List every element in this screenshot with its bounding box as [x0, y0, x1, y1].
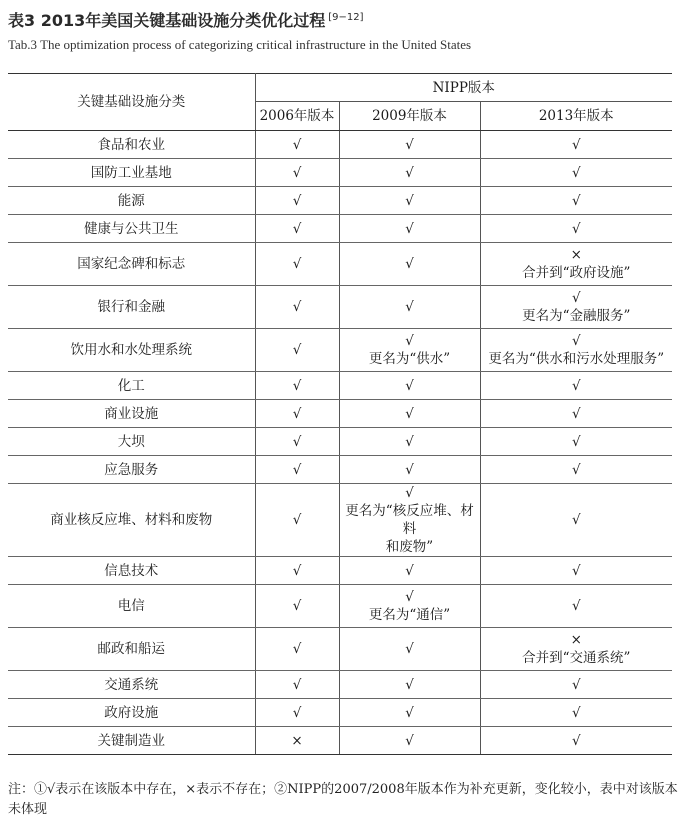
version-2006-cell: √ — [255, 628, 339, 671]
table-row — [8, 456, 672, 484]
version-2013-cell: √ — [480, 585, 672, 628]
table-title-english: Tab.3 The optimization process of categorizing critical infrastructure in the United States — [8, 37, 472, 52]
version-2009-cell: √ — [339, 286, 480, 329]
table-row — [8, 400, 672, 428]
version-2009-cell: √ — [339, 372, 480, 400]
version-header-2006: 2006年版本 — [255, 102, 339, 131]
version-2013-cell: √ 更名为“金融服务” — [480, 286, 672, 329]
version-2006-cell: √ — [255, 329, 339, 372]
version-2009-cell: √ 更名为“核反应堆、材料 和废物” — [339, 484, 480, 557]
category-cell: 能源 — [8, 187, 255, 215]
version-2006-cell: √ — [255, 243, 339, 286]
version-2009-cell: √ — [339, 243, 480, 286]
category-header: 关键基础设施分类 — [8, 74, 255, 131]
table-row — [8, 329, 672, 372]
table-row — [8, 428, 672, 456]
version-2013-cell: √ — [480, 131, 672, 159]
version-2009-cell: √ — [339, 428, 480, 456]
version-2009-cell: √ — [339, 187, 480, 215]
version-2006-cell: √ — [255, 187, 339, 215]
table-row — [8, 372, 672, 400]
version-header-2013: 2013年版本 — [480, 102, 672, 131]
category-cell: 饮用水和水处理系统 — [8, 329, 255, 372]
version-2013-cell: √ — [480, 400, 672, 428]
version-2009-cell: √ — [339, 159, 480, 187]
title-reference: [9−12] — [328, 12, 364, 23]
table-row — [8, 243, 672, 286]
table-row — [8, 671, 672, 699]
category-cell: 邮政和船运 — [8, 628, 255, 671]
category-cell: 商业设施 — [8, 400, 255, 428]
category-cell: 大坝 — [8, 428, 255, 456]
category-cell: 电信 — [8, 585, 255, 628]
version-2013-cell: √ — [480, 372, 672, 400]
version-2006-cell: √ — [255, 400, 339, 428]
table-row — [8, 727, 672, 755]
version-2009-cell: √ 更名为“通信” — [339, 585, 480, 628]
category-cell: 政府设施 — [8, 699, 255, 727]
table-row — [8, 159, 672, 187]
table-row — [8, 699, 672, 727]
version-2013-cell: √ — [480, 428, 672, 456]
category-cell: 健康与公共卫生 — [8, 215, 255, 243]
table-row — [8, 628, 672, 671]
version-2009-cell: √ — [339, 131, 480, 159]
version-2006-cell: √ — [255, 671, 339, 699]
version-2013-cell: √ — [480, 557, 672, 585]
version-2009-cell: √ — [339, 456, 480, 484]
version-2013-cell: × 合并到“交通系统” — [480, 628, 672, 671]
table-row — [8, 585, 672, 628]
table-row — [8, 131, 672, 159]
version-header-2009: 2009年版本 — [339, 102, 480, 131]
table-row — [8, 484, 672, 557]
table-body — [8, 131, 672, 755]
category-cell: 应急服务 — [8, 456, 255, 484]
version-2009-cell: √ — [339, 215, 480, 243]
table-row — [8, 557, 672, 585]
nipp-header: NIPP版本 — [255, 74, 672, 102]
version-2009-cell: √ — [339, 699, 480, 727]
version-2006-cell: √ — [255, 585, 339, 628]
version-2006-cell: √ — [255, 131, 339, 159]
version-2013-cell: √ — [480, 215, 672, 243]
version-2009-cell: √ — [339, 671, 480, 699]
version-2006-cell: √ — [255, 215, 339, 243]
version-2006-cell: √ — [255, 159, 339, 187]
version-2013-cell: √ — [480, 159, 672, 187]
table-title — [8, 8, 364, 31]
version-2006-cell: √ — [255, 372, 339, 400]
category-cell: 国家纪念碑和标志 — [8, 243, 255, 286]
version-2006-cell: √ — [255, 699, 339, 727]
version-2013-cell: √ — [480, 727, 672, 755]
category-cell: 银行和金融 — [8, 286, 255, 329]
version-2006-cell: √ — [255, 428, 339, 456]
table-row — [8, 187, 672, 215]
version-2009-cell: √ — [339, 727, 480, 755]
category-cell: 化工 — [8, 372, 255, 400]
category-cell: 食品和农业 — [8, 131, 255, 159]
table-note: 注：①√表示在该版本中存在，×表示不存在；②NIPP的2007/2008年版本作为补充更新，变化较小，表中对该版本未体现 — [8, 782, 678, 817]
version-2013-cell: √ — [480, 484, 672, 557]
category-cell: 商业核反应堆、材料和废物 — [8, 484, 255, 557]
version-2006-cell: √ — [255, 557, 339, 585]
version-2009-cell: √ — [339, 400, 480, 428]
version-2009-cell: √ — [339, 628, 480, 671]
version-2013-cell: √ — [480, 671, 672, 699]
table-row — [8, 286, 672, 329]
infrastructure-table — [8, 73, 672, 755]
table-row — [8, 215, 672, 243]
category-cell: 关键制造业 — [8, 727, 255, 755]
version-2013-cell: √ — [480, 699, 672, 727]
version-2013-cell: √ — [480, 187, 672, 215]
category-cell: 信息技术 — [8, 557, 255, 585]
table-title-text: 表3 2013年美国关键基础设施分类优化过程 — [8, 11, 326, 30]
category-cell: 国防工业基地 — [8, 159, 255, 187]
category-cell: 交通系统 — [8, 671, 255, 699]
version-2013-cell: √ — [480, 456, 672, 484]
version-2013-cell: × 合并到“政府设施” — [480, 243, 672, 286]
version-2006-cell: √ — [255, 484, 339, 557]
version-2013-cell: √ 更名为“供水和污水处理服务” — [480, 329, 672, 372]
version-2009-cell: √ 更名为“供水” — [339, 329, 480, 372]
version-2006-cell: × — [255, 727, 339, 755]
version-2006-cell: √ — [255, 286, 339, 329]
version-2009-cell: √ — [339, 557, 480, 585]
version-2006-cell: √ — [255, 456, 339, 484]
